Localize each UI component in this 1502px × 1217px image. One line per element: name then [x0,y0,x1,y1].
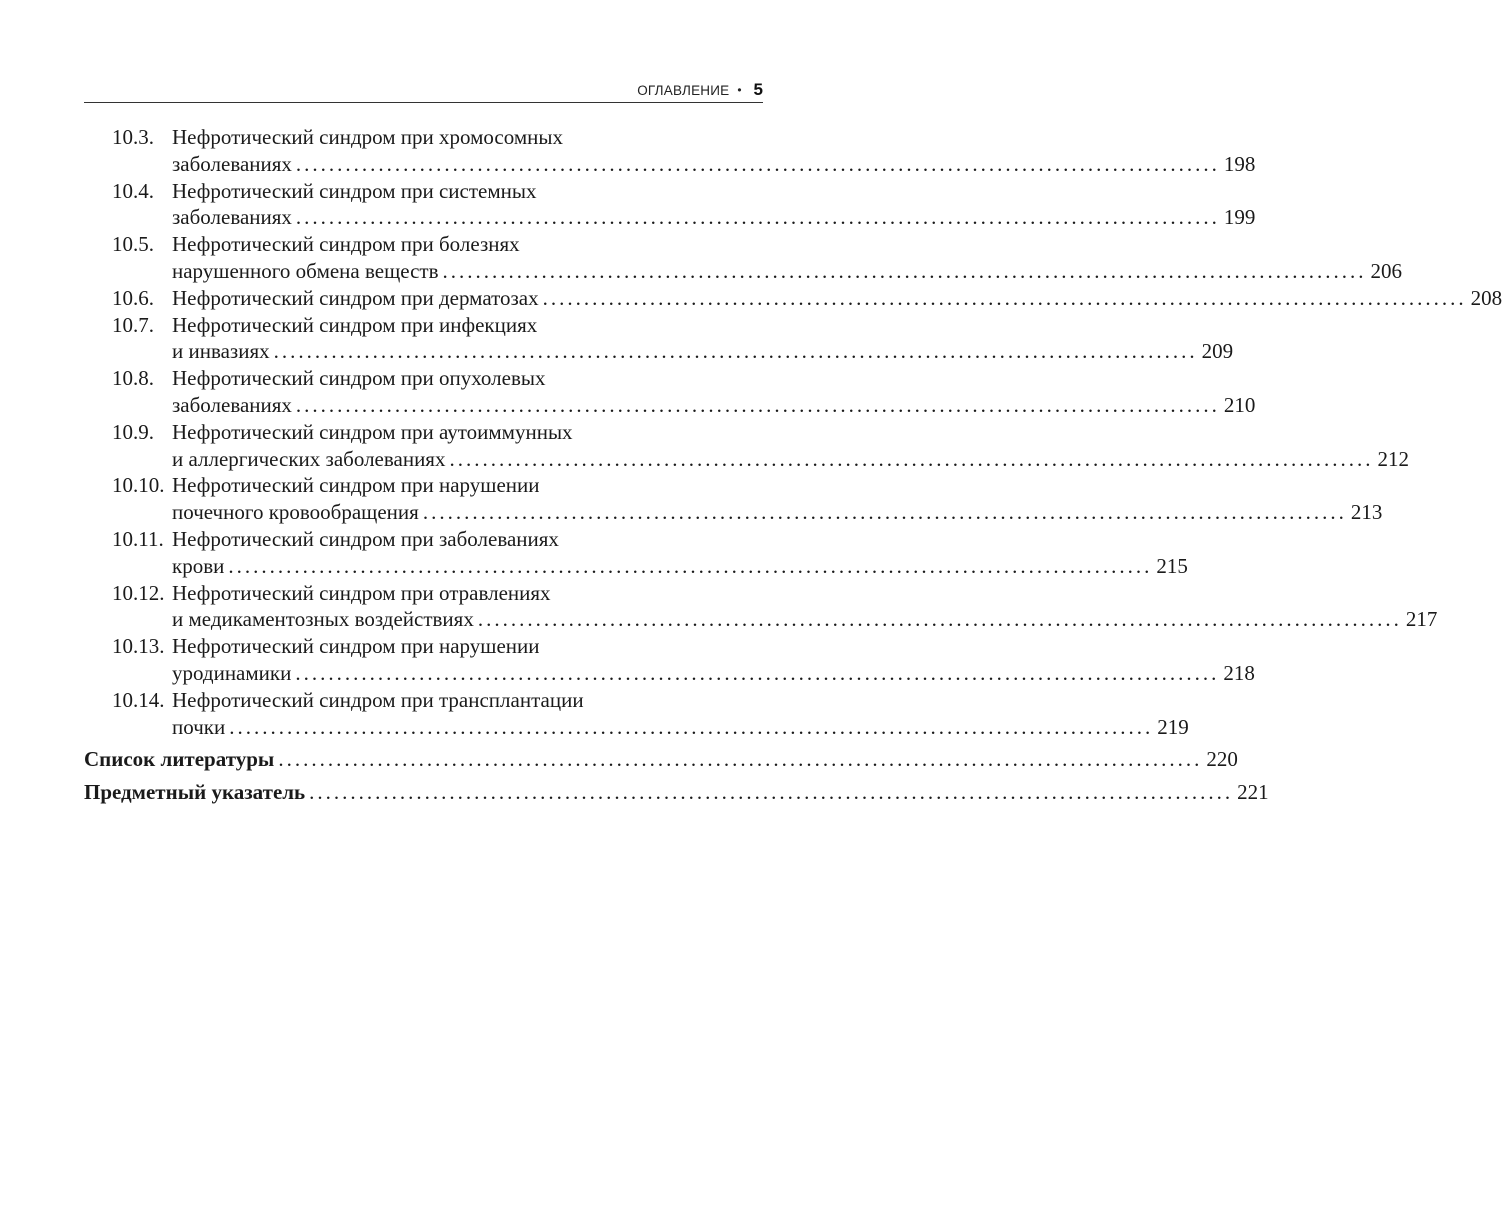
toc-entry-title-cont: заболеваниях [172,392,292,417]
dot-leader: ................................................................................................................ [295,392,1220,417]
toc-chapter-references[interactable] [84,746,1238,773]
toc-entry[interactable] [84,285,1502,312]
toc-chapter-page: 220 [1206,747,1238,772]
dot-leader: ................................................................................................................ [422,500,1347,525]
bullet-separator: • [737,83,742,97]
toc-entry[interactable] [84,124,1256,178]
toc-entry[interactable] [84,178,1256,232]
toc-entry-page: 218 [1223,660,1255,685]
dot-leader: ................................................................................................................ [309,780,1234,805]
toc-entry-number: 10.11. [112,526,164,551]
toc-entry-title: Нефротический синдром при нарушении [172,473,540,498]
toc-entry-number: 10.8. [112,366,154,391]
toc-entry-title-cont: крови [172,553,225,578]
page-number: 5 [753,80,763,99]
toc-entry[interactable] [84,633,1255,687]
toc-entry-title: Нефротический синдром при системных [172,178,537,203]
toc-entry[interactable] [84,580,1438,634]
toc-entry-title: Нефротический синдром при болезнях [172,232,520,257]
toc-chapter-title: Список литературы [84,747,275,772]
toc-entry[interactable] [84,687,1189,741]
toc-entry-title: Нефротический синдром при инфекциях [172,312,538,337]
dot-leader: ................................................................................................................ [442,258,1367,283]
toc-entry-page: 199 [1223,205,1256,230]
toc-entry-title: Нефротический синдром при аутоиммунных [172,419,573,444]
toc-entry-page: 198 [1223,151,1256,176]
toc-entry-title-cont: почечного кровообращения [172,500,419,525]
toc-entry-title-cont: почки [172,714,226,739]
toc-entry[interactable] [84,472,1383,526]
toc-entry-number: 10.13. [112,634,165,659]
toc-entry-page: 215 [1156,553,1188,578]
running-title: ОГЛАВЛЕНИЕ [637,82,730,98]
dot-leader: ................................................................................................................ [228,553,1153,578]
toc-entry-title-cont: заболеваниях [172,205,292,230]
dot-leader: ................................................................................................................ [295,205,1220,230]
toc-chapter-page: 221 [1237,780,1269,805]
toc-entry-title: Нефротический синдром при нарушении [172,634,540,659]
toc-chapter-index[interactable] [84,779,1269,806]
toc-entry-number: 10.4. [112,178,154,203]
toc-entry-number: 10.12. [112,580,165,605]
toc-entry-page: 210 [1223,392,1256,417]
toc-entry-page: 213 [1350,500,1383,525]
toc-entry-title-cont: нарушенного обмена веществ [172,258,439,283]
toc-entry-number: 10.7. [112,312,154,337]
dot-leader: ................................................................................................................ [295,660,1220,685]
toc-entry-title-cont: и аллергических заболеваниях [172,446,446,471]
toc-entry-page: 219 [1157,714,1189,739]
table-of-contents [84,124,1502,806]
dot-leader: ................................................................................................................ [477,607,1402,632]
toc-entry-title: Нефротический синдром при отравлениях [172,580,551,605]
toc-entry-page: 209 [1201,339,1234,364]
toc-entry-title: Нефротический синдром при хромосомных [172,125,563,149]
dot-leader: ................................................................................................................ [273,339,1198,364]
toc-entry[interactable] [84,365,1256,419]
toc-entry-title-cont: и инвазиях [172,339,270,364]
toc-entry[interactable] [84,231,1403,285]
toc-entry-number: 10.6. [112,285,154,310]
toc-entry-number: 10.9. [112,419,154,444]
toc-entry[interactable] [84,312,1234,366]
toc-entry-page: 212 [1377,446,1409,471]
toc-entry[interactable] [84,419,1409,473]
toc-entry-title: Нефротический синдром при заболеваниях [172,526,559,551]
dot-leader: ................................................................................................................ [542,285,1467,310]
dot-leader: ................................................................................................................ [449,446,1374,471]
toc-entry-title-cont: заболеваниях [172,151,292,176]
toc-entry-number: 10.3. [112,125,154,149]
toc-entry-page: 208 [1470,285,1502,310]
dot-leader: ................................................................................................................ [295,151,1220,176]
toc-chapter-title: Предметный указатель [84,780,306,805]
toc-entry-page: 217 [1405,607,1438,632]
toc-entry-title: Нефротический синдром при опухолевых [172,366,546,391]
toc-entry-title: Нефротический синдром при трансплантации [172,687,584,712]
dot-leader: ................................................................................................................ [278,747,1203,772]
toc-entry[interactable] [84,526,1188,580]
toc-entry-number: 10.10. [112,473,165,498]
toc-entry-title-cont: и медикаментозных воздействиях [172,607,474,632]
toc-entry-page: 206 [1370,258,1403,283]
toc-entry-title-cont: уродинамики [172,660,292,685]
toc-entry-number: 10.5. [112,232,154,257]
dot-leader: ................................................................................................................ [229,714,1154,739]
toc-entry-number: 10.14. [112,687,165,712]
toc-entry-title: Нефротический синдром при дерматозах [172,285,539,310]
running-header [84,78,763,103]
